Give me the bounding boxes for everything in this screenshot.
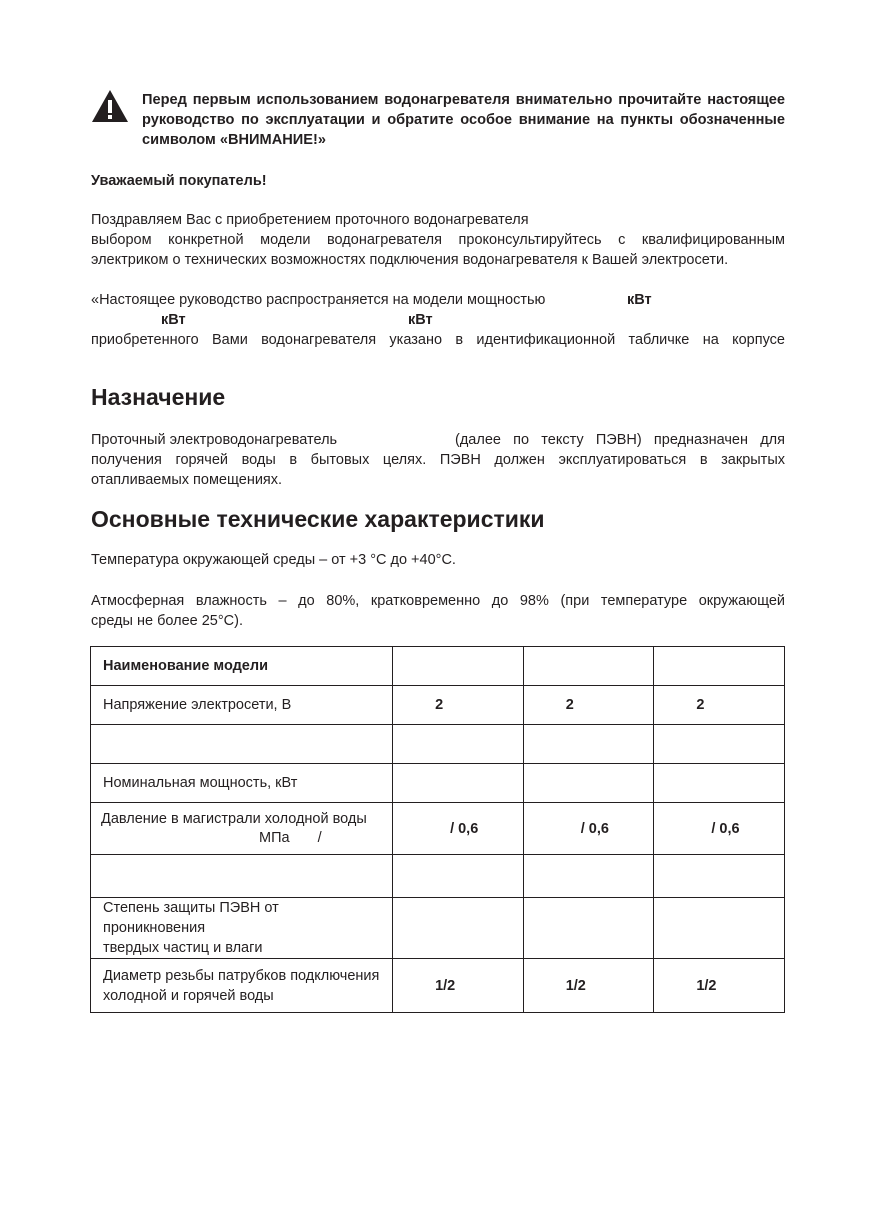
table-cell [654, 725, 785, 764]
table-row [91, 647, 785, 686]
table-cell [523, 855, 654, 898]
protection-label-line-1: Степень защиты ПЭВН от проникновения [103, 900, 279, 936]
intro-line-3: электриком о технических возможностях подключения водонагревателя к Вашей электросети. [91, 252, 729, 268]
specs-heading: Основные технические характеристики [91, 506, 545, 532]
specs-table [90, 646, 785, 1013]
pressure-unit: МПа [259, 829, 290, 846]
voltage-label: Напряжение электросети, В [91, 686, 393, 725]
table-cell [91, 725, 393, 764]
purpose-line-3: отапливаемых помещениях. [91, 472, 283, 488]
pressure-value: / 0,6 [523, 803, 654, 855]
scope-line-3: приобретенного Вами водонагревателя указано в идентификационной табличке на корпусе [91, 332, 785, 348]
warning-triangle-icon [91, 89, 129, 123]
table-cell [654, 647, 785, 686]
protection-label-line-2: твердых частиц и влаги [103, 940, 263, 956]
table-cell [393, 898, 524, 959]
table-cell [393, 764, 524, 803]
table-cell [91, 855, 393, 898]
purpose-line-1a: Проточный электроводонагреватель [91, 432, 338, 448]
table-cell [523, 898, 654, 959]
thread-value: 1/2 [523, 959, 654, 1013]
pressure-label [91, 803, 393, 855]
table-cell [523, 764, 654, 803]
table-row [91, 764, 785, 803]
greeting: Уважаемый покупатель! [91, 173, 267, 189]
voltage-value: 2 [654, 686, 785, 725]
table-row [91, 725, 785, 764]
pressure-label-line-2 [101, 829, 380, 848]
pressure-label-line-1: Давление в магистрали холодной воды [101, 810, 367, 827]
warning-text: Перед первым использованием водонагревателя внимательно прочитайте настоящее руководство по эксплуатации и обратите особое внимание на пункты обозначенные символом «ВНИМАНИЕ!» [142, 92, 785, 148]
table-cell [654, 898, 785, 959]
intro-line-1: Поздравляем Вас с приобретением проточного водонагревателя [91, 212, 529, 228]
protection-label [91, 898, 393, 959]
voltage-value: 2 [393, 686, 524, 725]
power-label: Номинальная мощность, кВт [91, 764, 393, 803]
table-cell [523, 647, 654, 686]
table-cell [393, 725, 524, 764]
purpose-heading: Назначение [91, 384, 226, 410]
pressure-value: / 0,6 [654, 803, 785, 855]
pressure-value: / 0,6 [393, 803, 524, 855]
table-cell [654, 764, 785, 803]
purpose-line-1b: (далее по тексту ПЭВН) предназначен для [455, 432, 785, 448]
table-row [91, 898, 785, 959]
thread-label-line-1: Диаметр резьбы патрубков подключения [103, 967, 380, 984]
table-cell [393, 855, 524, 898]
table-cell [523, 725, 654, 764]
table-row [91, 855, 785, 898]
temperature-text: Температура окружающей среды – от +3 °С до +40°С. [91, 552, 456, 568]
pressure-slash: / [317, 829, 322, 846]
scope-line-1: «Настоящее руководство распространяется на модели мощностью [91, 292, 546, 308]
thread-label [91, 959, 393, 1013]
humidity-line-1: Атмосферная влажность – до 80%, кратковременно до 98% (при температуре окружающей [91, 593, 785, 609]
model-header-cell: Наименование модели [91, 647, 393, 686]
voltage-value: 2 [523, 686, 654, 725]
scope-unit-3: кВт [408, 312, 433, 328]
table-cell [654, 855, 785, 898]
thread-value: 1/2 [654, 959, 785, 1013]
table-row [91, 959, 785, 1013]
thread-value: 1/2 [393, 959, 524, 1013]
humidity-line-2: среды не более 25°С). [91, 613, 243, 629]
purpose-line-2: получения горячей воды в бытовых целях. ПЭВН должен эксплуатироваться в закрытых [91, 452, 785, 468]
table-row [91, 686, 785, 725]
scope-unit-1: кВт [627, 292, 652, 308]
table-row [91, 803, 785, 855]
thread-label-line-2: холодной и горячей воды [103, 987, 274, 1004]
intro-line-2: выбором конкретной модели водонагревателя проконсультируйтесь с квалифицированным [91, 232, 785, 248]
table-cell [393, 647, 524, 686]
scope-unit-2: кВт [161, 312, 186, 328]
